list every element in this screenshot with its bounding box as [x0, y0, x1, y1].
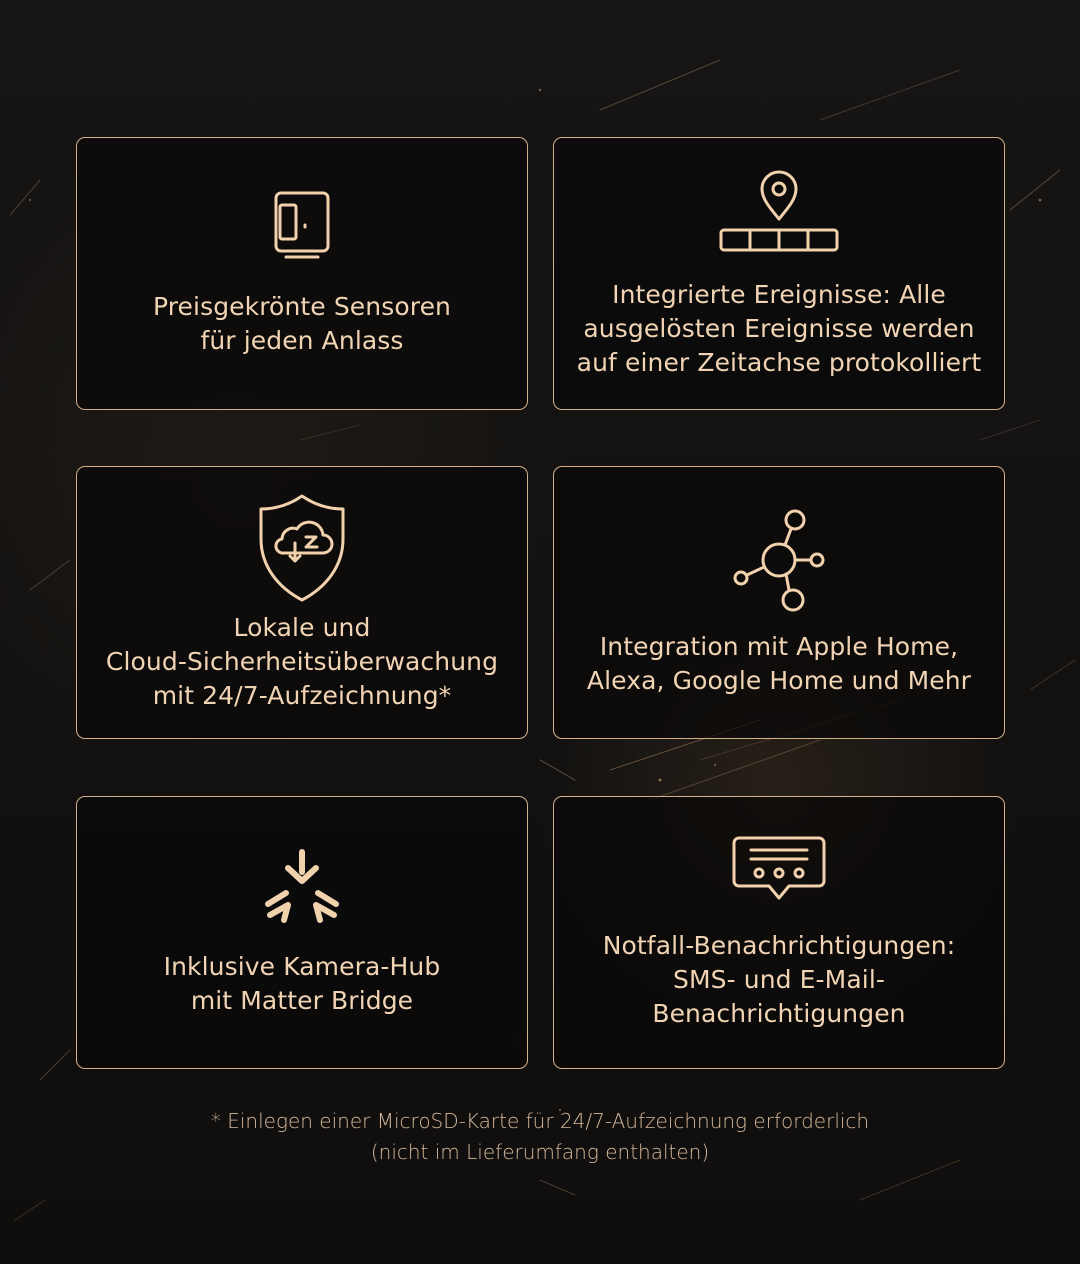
feature-label: Integrierte Ereignisse: Alle ausgelösten Ereignisse werden auf einer Zeitachse protokolliert [576, 279, 982, 377]
feature-card-cloud-security [76, 466, 528, 739]
feature-label: Inklusive Kamera-Hub mit Matter Bridge [163, 951, 441, 1015]
feature-card-matter-hub [76, 796, 528, 1069]
footnote-line-1: * Einlegen einer MicroSD-Karte für 24/7-Aufzeichnung erforderlich [210, 1109, 870, 1133]
sensor-device-icon [272, 189, 332, 263]
feature-label: Integration mit Apple Home, Alexa, Google Home und Mehr [586, 631, 972, 695]
feature-card-integration [553, 466, 1005, 739]
feature-card-events [553, 137, 1005, 410]
message-bubble-icon [731, 835, 827, 905]
feature-label: Notfall-Benachrichtigungen: SMS- und E-Mail- Benachrichtigungen [602, 930, 956, 1028]
feature-card-notifications [553, 796, 1005, 1069]
location-timeline-icon [718, 168, 840, 254]
matter-logo-icon [264, 848, 340, 924]
feature-label: Preisgekrönte Sensoren für jeden Anlass [152, 292, 451, 355]
feature-card-sensors [76, 137, 528, 410]
footnote [0, 1106, 1080, 1168]
footnote-line-2: (nicht im Lieferumfang enthalten) [370, 1140, 710, 1164]
shield-cloud-icon [257, 493, 347, 603]
feature-label: Lokale und Cloud-Sicherheitsüberwachung mit 24/7-Aufzeichnung* [105, 612, 499, 710]
network-hub-icon [731, 508, 827, 614]
